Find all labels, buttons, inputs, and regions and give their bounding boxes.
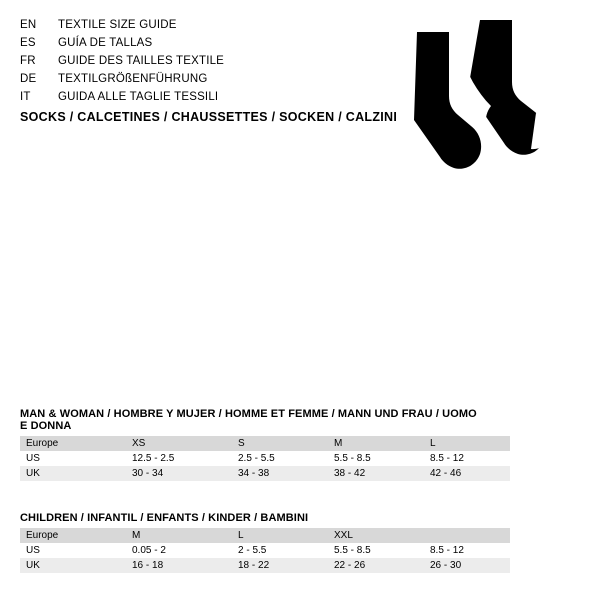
table-cell: 42 - 46 bbox=[424, 466, 510, 481]
table-cell: 38 - 42 bbox=[328, 466, 424, 481]
table-cell: 2 - 5.5 bbox=[232, 543, 328, 558]
table-cell bbox=[424, 528, 510, 543]
table-cell: UK bbox=[20, 558, 126, 573]
table-cell: 5.5 - 8.5 bbox=[328, 543, 424, 558]
table-cell: 2.5 - 5.5 bbox=[232, 451, 328, 466]
table-cell: 5.5 - 8.5 bbox=[328, 451, 424, 466]
language-code: FR bbox=[20, 55, 36, 67]
table-cell: 8.5 - 12 bbox=[424, 451, 510, 466]
language-row bbox=[20, 16, 360, 34]
table-cell: 34 - 38 bbox=[232, 466, 328, 481]
table-row bbox=[20, 528, 510, 543]
table-cell: 18 - 22 bbox=[232, 558, 328, 573]
table-cell: Europe bbox=[20, 528, 126, 543]
man-woman-size-table bbox=[20, 436, 510, 481]
table-cell: Europe bbox=[20, 436, 126, 451]
table-title: MAN & WOMAN / HOMBRE Y MUJER / HOMME ET FEMME / MANN UND FRAU / UOMO E DONNA bbox=[20, 408, 477, 432]
language-code: DE bbox=[20, 73, 37, 85]
language-label: TEXTILE SIZE GUIDE bbox=[58, 19, 177, 31]
table-cell: XXL bbox=[328, 528, 424, 543]
language-label: GUÍA DE TALLAS bbox=[58, 37, 153, 49]
socks-icon bbox=[405, 18, 565, 173]
table-cell: UK bbox=[20, 466, 126, 481]
language-label: GUIDE DES TAILLES TEXTILE bbox=[58, 55, 225, 67]
table-cell: 12.5 - 2.5 bbox=[126, 451, 232, 466]
table-cell: 0.05 - 2 bbox=[126, 543, 232, 558]
table-row bbox=[20, 436, 510, 451]
table-cell: 22 - 26 bbox=[328, 558, 424, 573]
table-row bbox=[20, 451, 510, 466]
table-cell: US bbox=[20, 543, 126, 558]
table-cell: 30 - 34 bbox=[126, 466, 232, 481]
language-row bbox=[20, 34, 360, 52]
table-row bbox=[20, 543, 510, 558]
language-label: GUIDA ALLE TAGLIE TESSILI bbox=[58, 91, 219, 103]
language-code: IT bbox=[20, 91, 31, 103]
language-row bbox=[20, 52, 360, 70]
language-label: TEXTILGRÖßENFÜHRUNG bbox=[58, 73, 208, 85]
man-woman-size-table-section bbox=[20, 408, 480, 481]
language-row bbox=[20, 88, 360, 106]
table-cell: XS bbox=[126, 436, 232, 451]
table-cell: L bbox=[232, 528, 328, 543]
table-cell: 8.5 - 12 bbox=[424, 543, 510, 558]
table-cell: L bbox=[424, 436, 510, 451]
language-list bbox=[20, 16, 360, 106]
table-row bbox=[20, 466, 510, 481]
table-cell: US bbox=[20, 451, 126, 466]
children-size-table bbox=[20, 528, 510, 573]
children-size-table-section bbox=[20, 512, 480, 573]
table-row bbox=[20, 558, 510, 573]
language-code: ES bbox=[20, 37, 36, 49]
table-cell: S bbox=[232, 436, 328, 451]
table-cell: M bbox=[126, 528, 232, 543]
language-row bbox=[20, 70, 360, 88]
language-code: EN bbox=[20, 19, 37, 31]
table-cell: 26 - 30 bbox=[424, 558, 510, 573]
table-title: CHILDREN / INFANTIL / ENFANTS / KINDER / BAMBINI bbox=[20, 512, 309, 524]
product-category-title: SOCKS / CALCETINES / CHAUSSETTES / SOCKEN / CALZINI bbox=[20, 110, 398, 124]
table-cell: M bbox=[328, 436, 424, 451]
table-cell: 16 - 18 bbox=[126, 558, 232, 573]
